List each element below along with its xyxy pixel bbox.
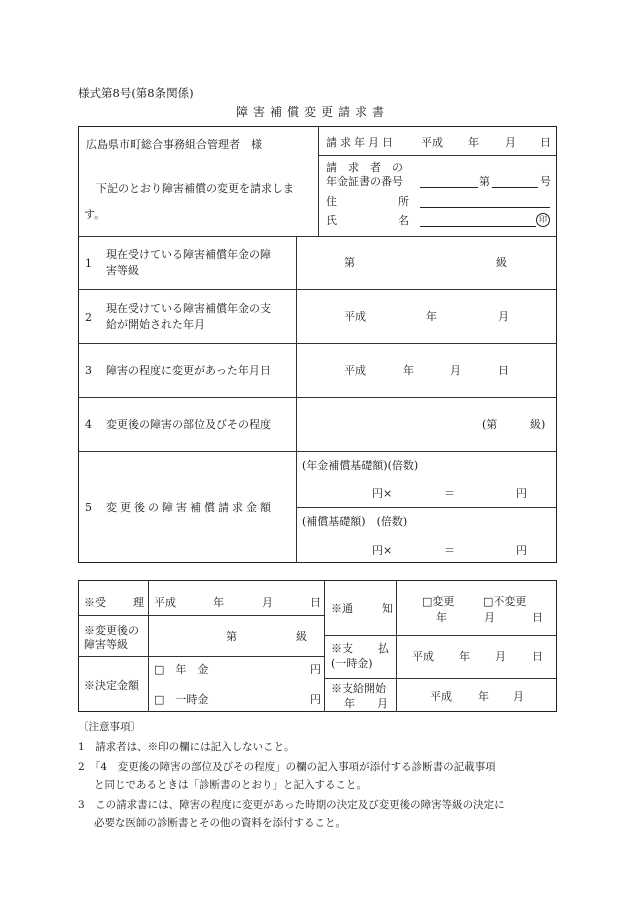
item5-label: 変更後の障害補償請求金額 [106,501,274,514]
notice-year[interactable]: 年 [436,611,447,624]
form-title: 障害補償変更請求書 [236,105,390,119]
amount-label: ※決定金額 [84,679,139,692]
office-right-line2 [324,678,557,679]
office-left-line2 [78,656,324,657]
addressee: 広島県市町総合事務組合管理者 様 [86,138,262,151]
request-date-era[interactable]: 平成 [421,136,443,149]
notice-day[interactable]: 日 [532,611,543,624]
notice-label-a: ※通 [331,602,353,615]
item1-label-line1: 現在受けている障害補償年金の障 [106,248,271,261]
form-number: 様式第8号(第8条関係) [78,86,194,100]
lump-yen[interactable]: 円 [516,544,527,557]
lump-equals: ＝ [444,544,455,557]
cert-number-underline-1[interactable] [420,187,478,188]
row3-line [78,397,557,398]
note-3-line2: 必要な医師の診断書とその他の資料を添付すること。 [94,817,346,829]
payment-month[interactable]: 月 [495,650,506,663]
office-right-line1 [324,635,557,636]
start-month[interactable]: 月 [513,690,524,703]
item2-label-line2: 給が開始された年月 [106,318,205,331]
received-month[interactable]: 月 [262,596,273,609]
payment-era[interactable]: 平成 [412,650,434,663]
start-label-line2: 年 月 [344,697,388,710]
payment-day[interactable]: 日 [532,650,543,663]
lump-sum-checkbox[interactable]: □ 一時金 [154,693,209,706]
items-divider [296,236,297,563]
cert-go: 号 [540,175,551,188]
pension-yen[interactable]: 円 [516,487,527,500]
item2-label-line1: 現在受けている障害補償年金の支 [106,302,271,315]
pension-checkbox[interactable]: □ 年 金 [154,663,209,676]
item3-label: 障害の程度に変更があった年月日 [106,364,271,377]
request-statement-line2: す。 [84,208,106,221]
note-2-line2: と同じであるときは「診断書のとおり」と記入すること。 [94,779,367,791]
name-label-a: 氏 [326,214,337,227]
item5-number: 5 [85,501,92,514]
note-1: 1 請求者は、※印の欄には記入しないこと。 [78,741,295,753]
payment-year[interactable]: 年 [459,650,470,663]
address-field[interactable] [420,207,550,208]
grade-label-line1: ※変更後の [84,624,139,637]
name-field[interactable] [420,226,536,227]
item3-number: 3 [85,364,92,377]
row5-inner-line [296,507,557,508]
request-statement-line1: 下記のとおり障害補償の変更を請求しま [96,182,294,195]
request-date-year[interactable]: 年 [468,136,479,149]
received-year[interactable]: 年 [213,596,224,609]
request-date-day[interactable]: 日 [540,136,551,149]
item2-month[interactable]: 月 [498,310,509,323]
grade-label-line2: 障害等級 [84,638,128,651]
lump-yen-unit: 円 [310,693,321,706]
start-label-line1: ※支給開始 [331,682,386,695]
office-col3 [396,580,397,712]
start-year[interactable]: 年 [478,690,489,703]
row2-line [78,343,557,344]
name-label-b: 名 [398,214,409,227]
item1-kyu[interactable]: 級 [496,256,507,269]
seal-mark: 印 [536,213,550,227]
change-checkbox[interactable]: □変更 [422,595,455,608]
received-label-b: 理 [133,596,144,609]
item4-grade-open[interactable]: (第 [482,418,498,431]
cert-dai: 第 [479,175,490,188]
received-era[interactable]: 平成 [154,596,176,609]
office-col1 [148,580,149,712]
pension-yen-unit: 円 [310,663,321,676]
item2-era[interactable]: 平成 [344,310,366,323]
row1-line [78,289,557,290]
item2-number: 2 [85,311,92,324]
payment-label-a: ※支 [331,642,353,655]
note-3-line1: 3 この請求書には、障害の程度に変更があった時期の決定及び変更後の障害等級の決定に [78,799,505,811]
claimant-label-line2: 年金証書の番号 [326,175,403,188]
office-col2 [324,580,325,712]
upper-divider [318,126,319,236]
grade-kyu[interactable]: 級 [296,630,307,643]
item2-year[interactable]: 年 [426,310,437,323]
request-date-label: 請求年月日 [326,136,396,149]
section-line [78,236,557,237]
item1-label-line2: 害等級 [106,264,139,277]
address-label-b: 所 [398,195,409,208]
grade-dai[interactable]: 第 [226,630,237,643]
note-2-line1: 2 「4 変更後の障害の部位及びその程度」の欄の記入事項が添付する診断書の記載事項 [78,761,496,773]
item3-month[interactable]: 月 [450,364,461,377]
item3-day[interactable]: 日 [498,364,509,377]
item1-number: 1 [85,257,92,270]
notice-label-b: 知 [382,602,393,615]
payment-label-b: 払 [378,642,389,655]
office-left-line1 [78,615,324,616]
address-label-a: 住 [326,195,337,208]
lump-amount-heading: (補償基礎額) (倍数) [302,515,408,528]
item1-dai[interactable]: 第 [344,256,355,269]
item3-year[interactable]: 年 [403,364,414,377]
received-day[interactable]: 日 [310,596,321,609]
notes-heading: 〔注意事項〕 [78,721,141,733]
item3-era[interactable]: 平成 [344,364,366,377]
lump-yen-times[interactable]: 円× [372,544,393,557]
pension-amount-heading: (年金補償基礎額)(倍数) [302,459,419,472]
payment-label-line2: (一時金) [331,657,373,670]
row4-line [78,451,557,452]
item4-number: 4 [85,418,92,431]
date-row-line [318,155,557,156]
pension-yen-times[interactable]: 円× [372,487,393,500]
pension-equals: ＝ [444,487,455,500]
cert-number-underline-2[interactable] [492,187,538,188]
item4-label: 変更後の障害の部位及びその程度 [106,418,271,431]
received-label-a: ※受 [84,596,106,609]
claimant-label-line1: 請 求 者 の [326,161,403,174]
item4-grade-close[interactable]: 級) [530,418,546,431]
no-change-checkbox[interactable]: □不変更 [483,595,527,608]
start-era[interactable]: 平成 [430,690,452,703]
request-date-month[interactable]: 月 [505,136,516,149]
notice-month[interactable]: 月 [484,611,495,624]
